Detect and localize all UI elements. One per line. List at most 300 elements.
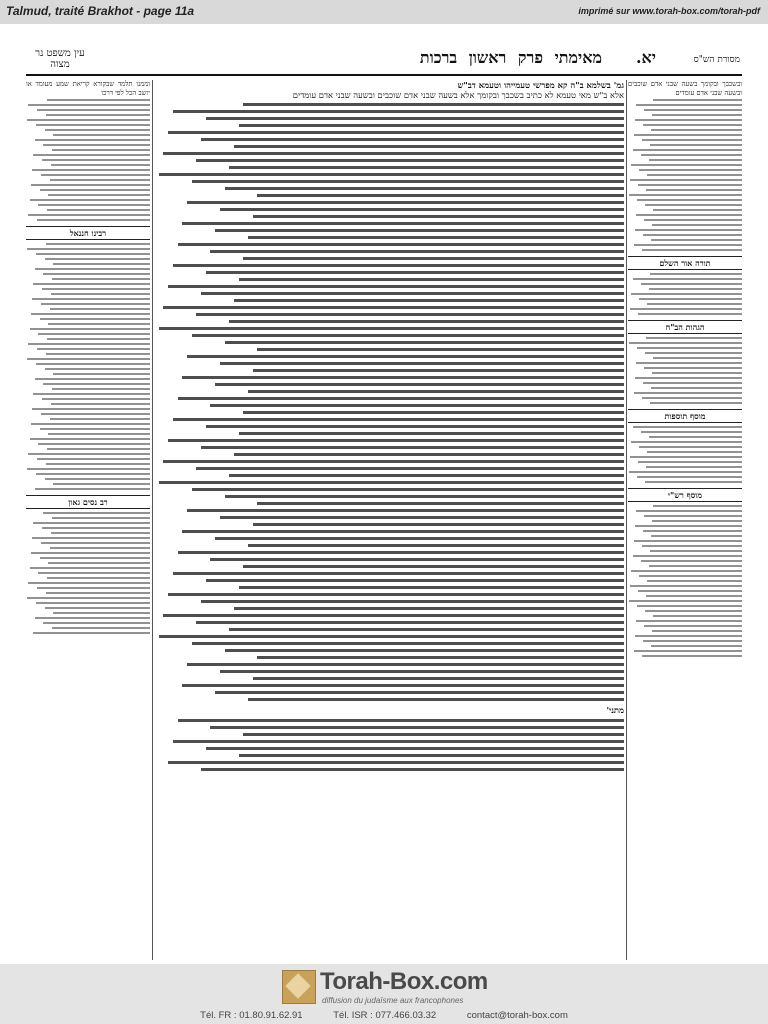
text-line [32,169,150,171]
text-line [641,560,742,562]
text-line [28,453,150,455]
text-line [243,565,624,568]
text-line [35,378,150,380]
text-line [187,355,624,358]
text-line [163,614,624,617]
text-line [46,243,150,245]
text-line [239,124,624,127]
text-line [638,313,742,315]
text-line [253,523,624,526]
text-line [37,348,150,350]
text-line [201,600,624,603]
text-line [36,602,150,604]
text-line [48,323,150,325]
text-line [182,222,624,225]
text-line [196,621,624,624]
text-line [46,463,150,465]
text-line [46,592,150,594]
text-line [206,271,624,274]
text-line [229,166,624,169]
text-line [643,382,742,384]
text-line [634,244,742,246]
text-line [168,131,624,134]
text-line [646,595,742,597]
text-line [47,448,150,450]
text-line [629,600,742,602]
text-line [638,590,742,592]
text-line [243,257,624,260]
text-line [220,670,624,673]
rav-nissim-gaon-heading: רב נסים גאון [26,495,150,509]
text-line [30,328,150,330]
text-line [36,363,150,365]
text-line [653,99,742,101]
text-line [239,432,624,435]
text-line [243,733,624,736]
text-line [210,250,624,253]
text-line [234,453,624,456]
text-line [639,298,742,300]
text-line [43,144,150,146]
text-line [187,663,624,666]
text-line [45,368,150,370]
text-line [635,635,742,637]
contact-line [0,1010,768,1021]
brand-tagline: diffusion du judaïsme aux francophones [322,996,464,1005]
text-line [210,404,624,407]
text-line [53,612,150,614]
text-line [33,283,150,285]
text-line [38,572,150,574]
text-line [652,520,742,522]
source-link[interactable]: imprimé sur www.torah-box.com/torah-pdf [578,6,760,16]
text-line [651,645,742,647]
phone-israel: Tél. ISR : 077.466.03.32 [333,1010,437,1021]
text-line [178,397,625,400]
text-line [631,293,742,295]
text-line [643,234,742,236]
text-line [651,535,742,537]
gemara-opening: גמ' בשלמא ב"ה קא מפרשי טעמייהו וטעמא דב"ש [457,80,624,90]
text-line [45,129,150,131]
text-line [643,530,742,532]
text-line [35,488,150,490]
text-line [636,362,742,364]
text-line [206,425,624,428]
text-line [201,768,624,771]
text-line [41,174,150,176]
text-line [35,139,150,141]
top-banner [0,0,768,24]
musaf-rashi-heading: מוסף רש"י [628,488,742,502]
rabbeinu-chananel-heading: רבינו חננאל [26,226,150,240]
text-line [644,367,742,369]
right-column-lines [628,99,742,251]
text-line [646,189,742,191]
text-line [253,677,624,680]
text-line [641,431,742,433]
text-line [52,388,150,390]
text-line [196,467,624,470]
text-line [647,451,742,453]
text-line [182,684,624,687]
text-line [225,187,625,190]
text-line [168,593,624,596]
text-line [42,159,150,161]
text-line [206,117,624,120]
text-line [633,555,742,557]
text-line [46,353,150,355]
text-line [40,189,150,191]
text-line [47,338,150,340]
hagahot-habach-heading: הגהות הב"ח [628,320,742,334]
text-line [634,134,742,136]
text-line [36,253,150,255]
text-line [634,650,742,652]
text-line [173,572,624,575]
text-line [38,333,150,335]
text-line [201,138,624,141]
text-line [41,303,150,305]
text-line [220,516,624,519]
text-line [645,352,742,354]
text-line [178,243,625,246]
text-line [42,288,150,290]
text-line [182,376,624,379]
text-line [650,402,742,404]
text-line [168,761,624,764]
text-line [47,99,150,101]
text-line [33,154,150,156]
text-line [637,347,742,349]
text-line [41,413,150,415]
text-line [35,617,150,619]
mishnah-marker: מתני' [606,705,624,716]
text-line [234,607,624,610]
text-line [630,456,742,458]
text-line [257,656,624,659]
text-line [633,278,742,280]
text-line [28,582,150,584]
text-line [47,577,150,579]
contact-email[interactable]: contact@torah-box.com [466,1010,568,1021]
text-line [248,698,624,701]
phone-france: Tél. FR : 01.80.91.62.91 [200,1010,303,1021]
text-line [647,580,742,582]
text-line [630,179,742,181]
text-line [38,443,150,445]
text-line [196,313,624,316]
text-line [220,208,624,211]
text-line [234,145,624,148]
text-line [45,478,150,480]
text-line [642,655,742,657]
text-line [168,285,624,288]
text-line [631,164,742,166]
text-line [163,306,624,309]
text-line [229,628,624,631]
text-line [253,369,624,372]
text-line [642,545,742,547]
text-line [173,418,624,421]
text-line [187,201,624,204]
brand-name: Torah-Box.com [320,968,488,995]
text-line [653,505,742,507]
text-line [52,278,150,280]
text-line [636,510,742,512]
text-line [253,215,624,218]
text-line [637,605,742,607]
text-line [649,436,742,438]
text-line [239,754,624,757]
text-line [229,474,624,477]
text-line [210,726,624,729]
text-line [635,525,742,527]
text-line [52,627,150,629]
torah-or-heading: תורה אור השלם [628,256,742,270]
text-line [645,610,742,612]
text-line [215,383,624,386]
masoret-hashas-label: מסורת הש"ס [693,55,740,65]
text-line [192,642,624,645]
text-line [652,224,742,226]
text-line [40,428,150,430]
text-line [173,740,624,743]
text-line [647,174,742,176]
text-line [629,471,742,473]
text-line [192,488,624,491]
text-line [53,263,150,265]
text-line [42,527,150,529]
text-line [206,579,624,582]
text-line [51,532,150,534]
text-line [642,249,742,251]
text-line [243,103,624,106]
gemara-lines [154,103,624,701]
text-line [651,239,742,241]
column-divider [152,80,153,960]
text-line [650,550,742,552]
text-line [651,387,742,389]
text-line [53,134,150,136]
text-line [168,439,624,442]
text-line [45,607,150,609]
text-line [31,552,150,554]
text-line [647,303,742,305]
text-line [643,640,742,642]
text-line [36,473,150,475]
text-line [50,308,150,310]
text-line [248,236,624,239]
text-line [641,283,742,285]
text-line [652,630,742,632]
text-line [27,358,150,360]
text-line [159,635,624,638]
text-line [187,509,624,512]
ein-mishpat-label: עין משפט נר מצוה [35,48,85,70]
text-line [248,544,624,547]
text-line [32,298,150,300]
text-line [257,502,624,505]
text-line [30,199,150,201]
document-title: Talmud, traité Brakhot - page 11a [6,4,195,18]
text-line [27,119,150,121]
text-line [225,341,625,344]
text-line [159,481,624,484]
text-line [42,398,150,400]
talmud-page [26,48,742,962]
text-line [48,194,150,196]
text-line [629,342,742,344]
text-line [651,129,742,131]
text-line [630,585,742,587]
text-line [649,159,742,161]
text-line [31,423,150,425]
text-line [50,418,150,420]
text-line [37,219,150,221]
text-line [27,597,150,599]
text-line [43,512,150,514]
text-line [631,570,742,572]
text-line [635,119,742,121]
text-line [646,337,742,339]
text-line [173,110,624,113]
text-line [52,517,150,519]
text-line [178,551,625,554]
text-line [31,313,150,315]
text-line [47,209,150,211]
text-line [45,258,150,260]
text-line [215,229,624,232]
text-line [653,209,742,211]
text-line [650,144,742,146]
gemara-column [154,80,624,960]
text-line [38,204,150,206]
text-line [644,219,742,221]
text-line [649,565,742,567]
text-line [637,476,742,478]
torah-box-logo[interactable] [282,970,512,1004]
text-line [50,547,150,549]
text-line [642,139,742,141]
text-line [653,357,742,359]
text-line [225,649,625,652]
text-line [215,691,624,694]
text-line [28,214,150,216]
text-line [30,567,150,569]
text-line [638,461,742,463]
left-margin-column [26,80,150,960]
text-line [27,468,150,470]
text-line [646,466,742,468]
text-line [48,562,150,564]
text-line [257,194,624,197]
text-line [28,104,150,106]
text-line [645,204,742,206]
text-line [33,393,150,395]
text-line [192,334,624,337]
text-line [43,622,150,624]
text-line [37,587,150,589]
text-line [633,426,742,428]
text-line [643,124,742,126]
text-line [36,124,150,126]
musaf-tosafot-heading: מוסף תוספות [628,409,742,423]
text-line [634,540,742,542]
text-line [51,403,150,405]
text-line [43,273,150,275]
text-line [206,747,624,750]
text-line [33,632,150,634]
text-line [37,109,150,111]
text-line [636,620,742,622]
text-line [634,392,742,394]
text-line [220,362,624,365]
text-line [633,149,742,151]
text-line [27,248,150,250]
box-icon [282,970,316,1004]
text-line [248,390,624,393]
text-line [225,495,625,498]
text-line [243,411,624,414]
text-line [163,152,624,155]
text-line [653,615,742,617]
text-line [32,537,150,539]
text-line [46,114,150,116]
text-line [257,348,624,351]
text-line [41,542,150,544]
text-line [201,292,624,295]
text-line [644,625,742,627]
text-line [40,557,150,559]
text-line [43,383,150,385]
text-line [649,288,742,290]
text-line [210,558,624,561]
gemara-text: אלא ב"ש מאי טעמא לא כתיב בשכבך ובקומך אלא בשעה שבני אדם שוכבים ובשעה שבני אדם עומדים [292,90,624,101]
page-header [26,48,742,72]
text-line [37,458,150,460]
text-line [650,273,742,275]
text-line [32,408,150,410]
text-line [635,229,742,231]
text-line [159,173,624,176]
text-line [31,184,150,186]
text-line [33,522,150,524]
text-line [51,164,150,166]
text-line [215,537,624,540]
text-line [239,278,624,281]
text-line [639,446,742,448]
text-line [173,264,624,267]
text-line [234,299,624,302]
text-line [192,180,624,183]
text-line [639,169,742,171]
text-line [644,515,742,517]
text-line [631,441,742,443]
right-margin-column [628,80,742,960]
text-line [50,179,150,181]
folio-number: יא. [635,48,656,67]
text-line [635,377,742,379]
text-line [48,433,150,435]
text-line [201,446,624,449]
text-line [178,719,625,722]
text-line [51,293,150,295]
text-line [638,184,742,186]
text-line [652,114,742,116]
text-line [641,154,742,156]
text-line [30,438,150,440]
